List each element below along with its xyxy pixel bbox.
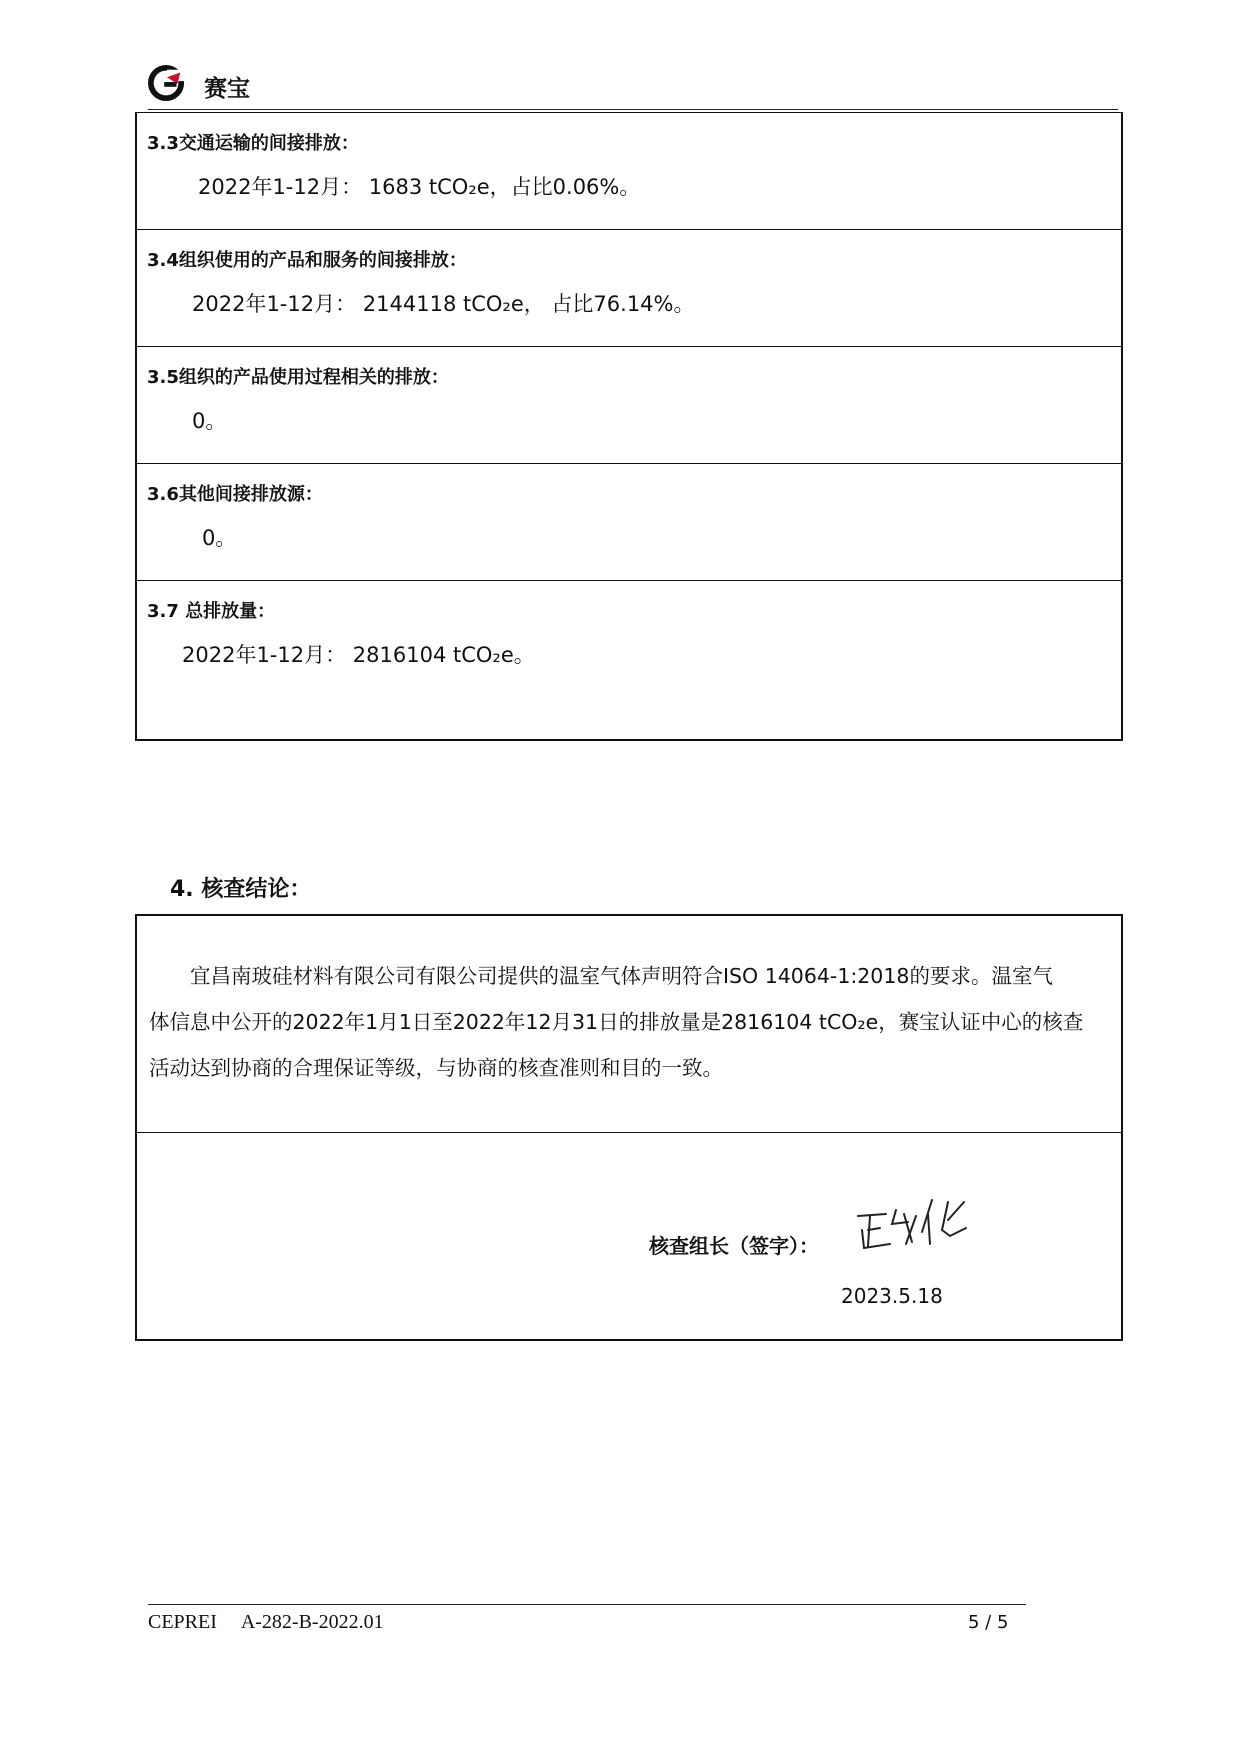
page-number: 5 / 5 [968,1612,1009,1633]
item-other-indirect [137,464,1121,581]
header-divider [148,109,1118,110]
footer-divider [148,1604,1026,1605]
footer-document-code [148,1611,384,1634]
conclusion-divider [137,1132,1121,1133]
signature-date: 2023.5.18 [841,1284,943,1308]
footer-org: CEPREI [148,1611,217,1633]
item-title: 3.3交通运输的间接排放： [147,133,359,154]
item-title: 3.7 总排放量： [147,601,276,622]
item-transport [137,113,1121,230]
conclusion-line: 体信息中公开的2022年1月1日至2022年12月31日的排放量是2816104 tCO₂e，赛宝认证中心的核查 [149,1010,1084,1034]
item-title: 3.5组织的产品使用过程相关的排放： [147,367,449,388]
item-value: 2022年1-12月： 2816104 tCO₂e。 [182,643,535,667]
item-title: 3.6其他间接排放源： [147,484,323,505]
page-header [148,62,1118,112]
conclusion-line: 活动达到协商的合理保证等级，与协商的核查准则和目的一致。 [149,1056,723,1080]
brand-name: 赛宝 [204,76,250,102]
item-value: 2022年1-12月： 2144118 tCO₂e， 占比76.14%。 [192,292,695,316]
conclusion-line: 宜昌南玻硅材料有限公司有限公司提供的温室气体声明符合ISO 14064-1:2018的要求。温室气 [190,964,1053,988]
cepri-logo-icon [148,64,186,102]
item-value: 2022年1-12月： 1683 tCO₂e，占比0.06%。 [198,175,641,199]
conclusion-text [149,953,1109,1091]
item-title: 3.4组织使用的产品和服务的间接排放： [147,250,467,271]
item-products-services [137,230,1121,347]
signature-label: 核查组长（签字）： [649,1234,819,1258]
footer-code: A-282-B-2022.01 [240,1611,384,1633]
emissions-table [135,112,1123,741]
item-total [137,581,1121,740]
conclusion-heading: 4. 核查结论： [170,877,312,902]
handwritten-signature [852,1194,972,1258]
item-product-use [137,347,1121,464]
conclusion-box [135,914,1123,1341]
item-value: 0。 [192,409,227,433]
item-value: 0。 [202,526,237,550]
